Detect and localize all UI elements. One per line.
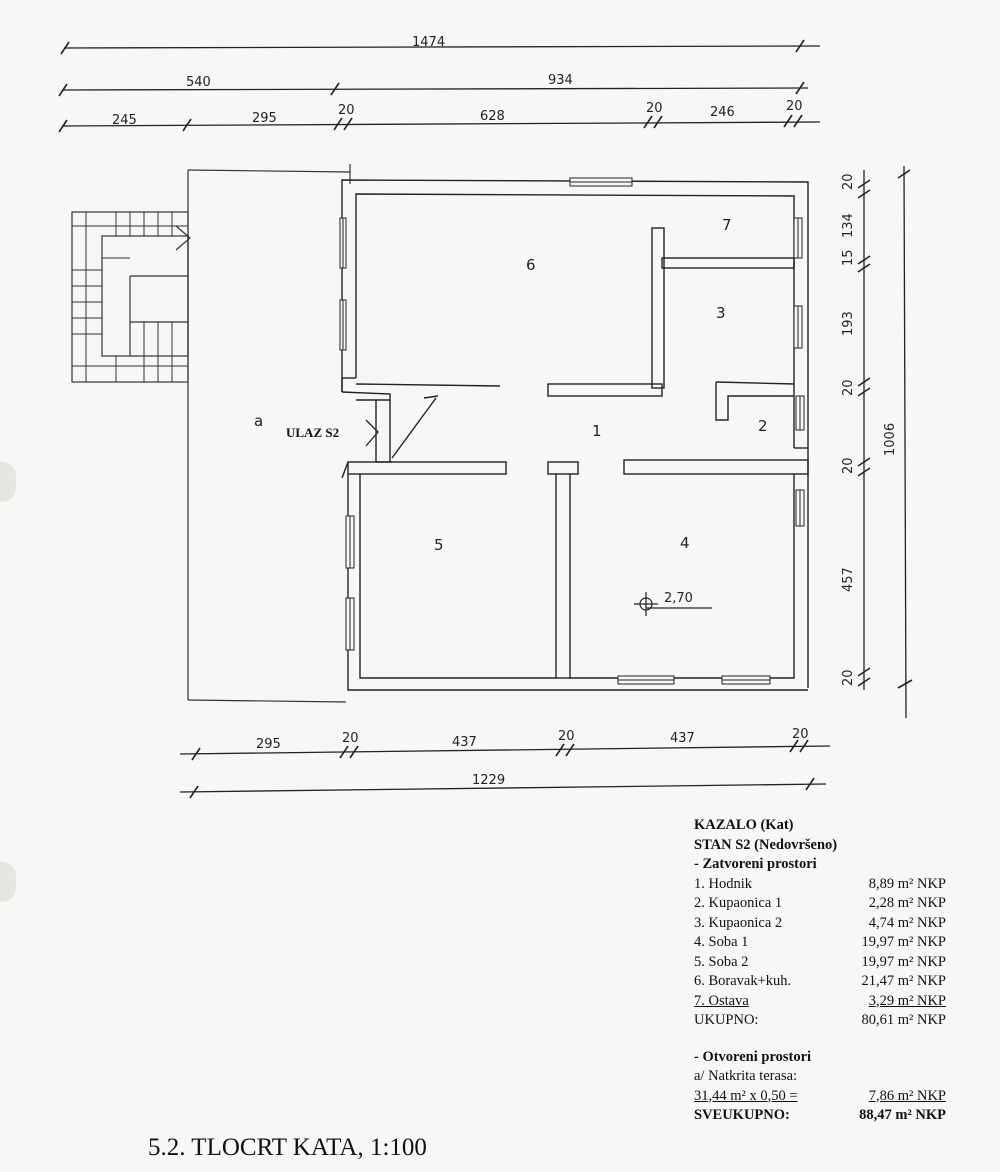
- legend-row: [694, 875, 946, 895]
- legend-total-row: [694, 1011, 946, 1031]
- room-area: 19,97 m² NKP: [861, 934, 946, 950]
- dim-b-20-b: 20: [558, 729, 575, 744]
- dim-b-295: 295: [256, 737, 281, 752]
- legend-row: [694, 914, 946, 934]
- dim-540: 540: [186, 75, 211, 90]
- dim-b-20-a: 20: [342, 731, 359, 746]
- legend-subtitle: STAN S2 (Nedovršeno): [694, 836, 838, 853]
- dim-total-width: 1474: [412, 35, 446, 50]
- room-label-1: 1: [592, 422, 602, 440]
- dim-b-437-a: 437: [452, 735, 477, 750]
- dim-r-457: 457: [841, 567, 856, 592]
- room-label-2: 2: [758, 417, 768, 435]
- area-legend: [694, 816, 946, 1126]
- room-name: 4. Soba 1: [694, 934, 749, 950]
- legend-row: [694, 972, 946, 992]
- grand-total-row: [694, 1106, 946, 1126]
- open-space-calc-row: [694, 1087, 946, 1107]
- room-area: 3,29 m² NKP: [868, 992, 946, 1009]
- dim-628: 628: [480, 109, 505, 124]
- grand-total-label: SVEUKUPNO:: [694, 1107, 790, 1123]
- dim-b-437-b: 437: [670, 731, 695, 746]
- room-label-7: 7: [722, 216, 732, 234]
- dim-295: 295: [252, 111, 277, 126]
- terrace-label: a: [254, 412, 264, 430]
- room-area: 2,28 m² NKP: [868, 895, 946, 911]
- room-label-6: 6: [526, 256, 536, 274]
- closed-spaces-header: - Zatvoreni prostori: [694, 856, 817, 872]
- room-area: 4,74 m² NKP: [868, 914, 946, 931]
- dim-b-20-c: 20: [792, 727, 809, 742]
- legend-row: [694, 992, 946, 1012]
- room-name: 5. Soba 2: [694, 953, 749, 970]
- room-area: 21,47 m² NKP: [861, 973, 946, 989]
- legend-title: KAZALO (Kat): [694, 817, 794, 833]
- dim-r-15: 15: [841, 249, 856, 266]
- ceiling-height-label: 2,70: [664, 591, 693, 606]
- room-label-3: 3: [716, 304, 726, 322]
- room-label-5: 5: [434, 536, 444, 554]
- dim-r-20-d: 20: [841, 669, 856, 686]
- legend-row: [694, 894, 946, 914]
- room-area: 19,97 m² NKP: [861, 953, 946, 970]
- drawing-caption: 5.2. TLOCRT KATA, 1:100: [148, 1134, 427, 1161]
- dim-20-b: 20: [646, 101, 663, 116]
- dim-934: 934: [548, 73, 573, 88]
- dim-r-134: 134: [841, 213, 856, 238]
- room-name: 6. Boravak+kuh.: [694, 973, 792, 989]
- room-name: 2. Kupaonica 1: [694, 895, 783, 911]
- dim-r-193: 193: [841, 311, 856, 336]
- total-label: UKUPNO:: [694, 1012, 759, 1028]
- room-name: 7. Ostava: [694, 992, 749, 1009]
- total-value: 80,61 m² NKP: [861, 1012, 946, 1028]
- dim-r-20-b: 20: [841, 379, 856, 396]
- dim-r-20-a: 20: [841, 173, 856, 190]
- legend-row: [694, 933, 946, 953]
- open-space-value: 7,86 m² NKP: [868, 1087, 946, 1104]
- dim-total-bottom: 1229: [472, 773, 506, 788]
- room-name: 1. Hodnik: [694, 875, 752, 892]
- open-spaces-header: - Otvoreni prostori: [694, 1048, 812, 1065]
- open-space-item: a/ Natkrita terasa:: [694, 1068, 798, 1084]
- dim-246: 246: [710, 105, 735, 120]
- dim-20-a: 20: [338, 103, 355, 118]
- entrance-label: ULAZ S2: [286, 425, 340, 440]
- dim-245: 245: [112, 113, 137, 128]
- open-space-calc: 31,44 m² x 0,50 =: [694, 1087, 798, 1104]
- dim-total-height: 1006: [883, 422, 898, 456]
- dim-20-c: 20: [786, 99, 803, 114]
- room-label-4: 4: [680, 534, 690, 552]
- grand-total-value: 88,47 m² NKP: [859, 1107, 946, 1123]
- room-area: 8,89 m² NKP: [868, 875, 946, 892]
- legend-row: [694, 953, 946, 973]
- dim-r-20-c: 20: [841, 457, 856, 474]
- room-name: 3. Kupaonica 2: [694, 914, 783, 931]
